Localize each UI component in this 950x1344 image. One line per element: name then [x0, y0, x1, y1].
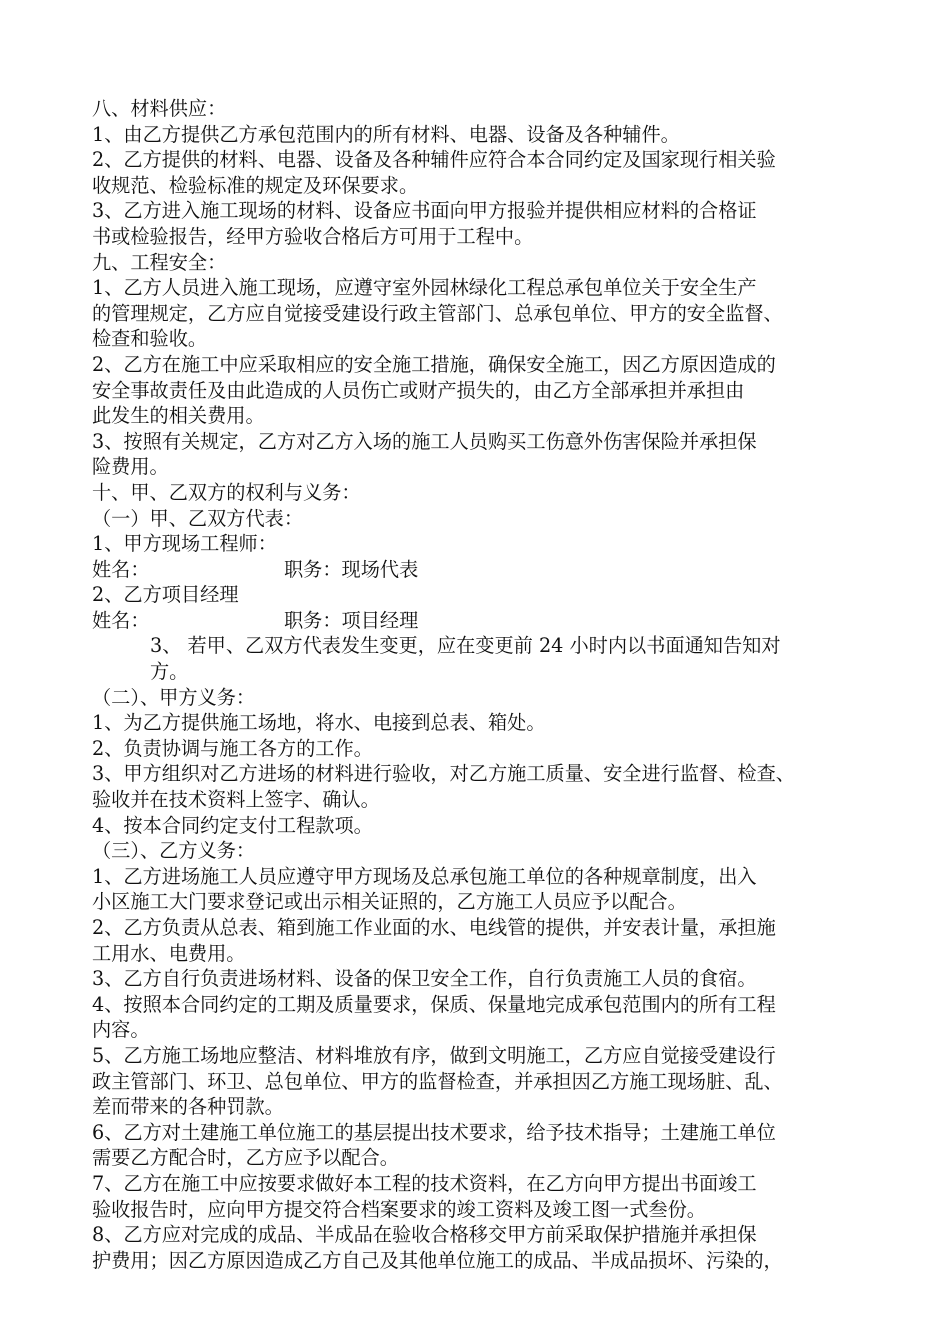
text-line: 此发生的相关费用。 — [92, 404, 265, 428]
text-line: 九、工程安全： — [92, 250, 227, 274]
text-line: 安全事故责任及由此造成的人员伤亡或财产损失的，由乙方全部承担并承担由 — [92, 378, 745, 402]
text-line: 1、甲方现场工程师： — [92, 532, 277, 556]
text-line: 书或检验报告，经甲方验收合格后方可用于工程中。 — [92, 224, 534, 248]
text-line — [92, 608, 867, 634]
text-line: 2、乙方负责从总表、箱到施工作业面的水、电线管的提供，并安表计量，承担施 — [92, 916, 776, 939]
text-line: 内容。 — [92, 1018, 150, 1042]
text-line: 3、乙方自行负责进场材料、设备的保卫安全工作，自行负责施工人员的食宿。 — [92, 967, 757, 991]
text-line: 1、乙方人员进入施工现场，应遵守室外园林绿化工程总承包单位关于安全生产 — [92, 276, 757, 300]
text-line — [92, 633, 867, 659]
text-line: （二）、甲方义务： — [92, 685, 256, 709]
text-line: 护费用；因乙方原因造成乙方自己及其他单位施工的成品、半成品损坏、污染的， — [92, 1248, 783, 1272]
text-line: 工用水、电费用。 — [92, 941, 246, 965]
text-line: 1、由乙方提供乙方承包范围内的所有材料、电器、设备及各种辅件。 — [92, 122, 680, 146]
text-line: 4、按照本合同约定的工期及质量要求，保质、保量地完成承包范围内的所有工程 — [92, 992, 776, 1016]
contract-page — [92, 96, 867, 1273]
text-line: 验收报告时，应向甲方提交符合档案要求的竣工资料及竣工图一式叁份。 — [92, 1197, 706, 1221]
name-label: 姓名： — [92, 557, 150, 581]
text-line: 8、乙方应对完成的成品、半成品在验收合格移交甲方前采取保护措施并承担保 — [92, 1223, 757, 1247]
text-line: 政主管部门、环卫、总包单位、甲方的监督检查，并承担因乙方施工现场脏、乱、 — [92, 1069, 783, 1093]
text-line: 十、甲、乙双方的权利与义务： — [92, 480, 361, 504]
name-label: 姓名： — [92, 608, 150, 632]
text-line: 小区施工大门要求登记或出示相关证照的，乙方施工人员应予以配合。 — [92, 890, 687, 914]
text-line: 1、乙方进场施工人员应遵守甲方现场及总承包施工单位的各种规章制度，出入 — [92, 864, 757, 888]
text-line: 7、乙方在施工中应按要求做好本工程的技术资料，在乙方向甲方提出书面竣工 — [92, 1171, 757, 1195]
text-line: 险费用。 — [92, 455, 169, 479]
text-line: 6、乙方对土建施工单位施工的基层提出技术要求，给予技术指导；土建施工单位 — [92, 1120, 776, 1144]
text-line: 4、按本合同约定支付工程款项。 — [92, 813, 373, 837]
indented-text: 方。 — [150, 660, 189, 684]
text-line: 1、为乙方提供施工场地，将水、电接到总表、箱处。 — [92, 711, 546, 735]
text-line: 检查和验收。 — [92, 327, 208, 351]
text-line: 2、乙方在施工中应采取相应的安全施工措施，确保安全施工，因乙方原因造成的 — [92, 352, 776, 376]
text-line: 2、乙方项目经理 — [92, 583, 239, 607]
text-line — [92, 659, 867, 685]
text-line: 3、按照有关规定，乙方对乙方入场的施工人员购买工伤意外伤害保险并承担保 — [92, 429, 757, 453]
text-line: （一）甲、乙双方代表： — [92, 506, 304, 530]
text-line: 3、乙方进入施工现场的材料、设备应书面向甲方报验并提供相应材料的合格证 — [92, 199, 757, 223]
text-line: 2、负责协调与施工各方的工作。 — [92, 736, 373, 760]
text-line: 需要乙方配合时，乙方应予以配合。 — [92, 1146, 399, 1170]
position-label: 职务：项目经理 — [284, 608, 419, 632]
text-line: 的管理规定，乙方应自觉接受建设行政主管部门、总承包单位、甲方的安全监督、 — [92, 301, 783, 325]
text-line: 收规范、检验标准的规定及环保要求。 — [92, 173, 419, 197]
indented-text: 3、 若甲、乙双方代表发生变更，应在变更前 24 小时内以书面通知告知对 — [150, 634, 781, 658]
text-line — [92, 557, 867, 583]
text-line: 5、乙方施工场地应整洁、材料堆放有序，做到文明施工，乙方应自觉接受建设行 — [92, 1043, 776, 1067]
position-label: 职务：现场代表 — [284, 557, 419, 581]
text-line: 2、乙方提供的材料、电器、设备及各种辅件应符合本合同约定及国家现行相关验 — [92, 148, 776, 172]
text-line: （三）、乙方义务： — [92, 839, 256, 863]
text-line: 八、材料供应： — [92, 97, 227, 120]
text-line: 3、甲方组织对乙方进场的材料进行验收，对乙方施工质量、安全进行监督、检查、 — [92, 762, 795, 786]
text-line: 验收并在技术资料上签字、确认。 — [92, 788, 380, 812]
text-line: 差而带来的各种罚款。 — [92, 1095, 284, 1119]
